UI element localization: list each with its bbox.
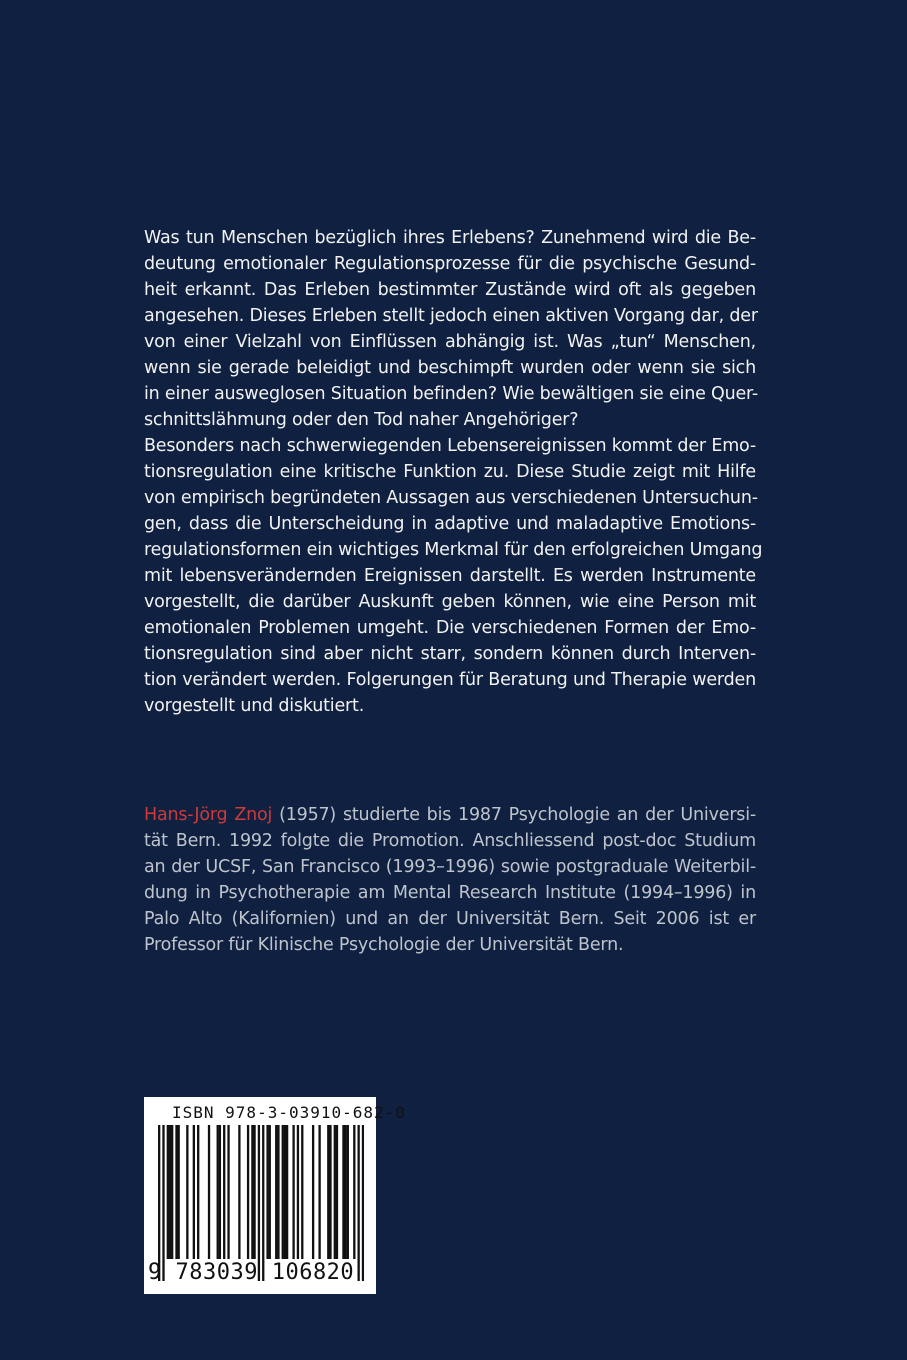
bio-line: Palo Alto (Kalifornien) und an der Universität Bern. Seit 2006 ist er bbox=[144, 909, 756, 929]
author-name: Hans-Jörg Znoj bbox=[144, 805, 273, 825]
barcode-bar bbox=[253, 1125, 255, 1259]
blurb-line: tionsregulation sind aber nicht starr, sondern können durch Interven- bbox=[144, 644, 756, 664]
barcode-bar bbox=[334, 1125, 336, 1259]
blurb-line: mit lebensverändernden Ereignissen darstellt. Es werden Instrumente bbox=[144, 566, 756, 586]
author-bio bbox=[144, 802, 756, 958]
barcode-bar bbox=[327, 1125, 329, 1259]
barcode-bar bbox=[186, 1125, 188, 1259]
blurb-line: schnittslähmung oder den Tod naher Angehöriger? bbox=[144, 410, 579, 430]
barcode-digits: 9 783039 106820 bbox=[148, 1260, 355, 1285]
blurb-line: deutung emotionaler Regulationsprozesse für die psychische Gesund- bbox=[144, 254, 756, 274]
barcode-bar bbox=[312, 1125, 314, 1259]
barcode-bar bbox=[219, 1125, 221, 1259]
bio-line: dung in Psychotherapie am Mental Research Institute (1994–1996) in bbox=[144, 883, 756, 903]
barcode-guard-bar bbox=[258, 1125, 260, 1281]
barcode-bar bbox=[169, 1125, 171, 1259]
barcode-bar bbox=[167, 1125, 169, 1259]
barcode-bar bbox=[344, 1125, 346, 1259]
blurb-line: wenn sie gerade beleidigt und beschimpft wurden oder wenn sie sich bbox=[144, 358, 756, 378]
blurb-line: Was tun Menschen bezüglich ihres Erlebens? Zunehmend wird die Be- bbox=[144, 228, 756, 248]
barcode-bar bbox=[171, 1125, 173, 1259]
barcode-bar bbox=[193, 1125, 195, 1259]
barcode-bar bbox=[342, 1125, 344, 1259]
isbn-label: ISBN 978-3-03910-682-0 bbox=[172, 1103, 406, 1122]
barcode-bar bbox=[284, 1125, 286, 1259]
barcode-guard-bar bbox=[357, 1125, 359, 1281]
barcode-bar bbox=[178, 1125, 180, 1259]
blurb-line: von einer Vielzahl von Einflüssen abhängig ist. Was „tun“ Menschen, bbox=[144, 332, 756, 352]
bio-line: tät Bern. 1992 folgte die Promotion. Anschliessend post-doc Studium bbox=[144, 831, 756, 851]
barcode-guard-bar bbox=[262, 1125, 264, 1281]
bio-first-line-text: (1957) studierte bis 1987 Psychologie an der Universi- bbox=[272, 805, 757, 825]
blurb-line: emotionalen Problemen umgeht. Die verschiedenen Formen der Emo- bbox=[144, 618, 756, 638]
blurb-line: regulationsformen ein wichtiges Merkmal für den erfolgreichen Umgang bbox=[144, 540, 763, 560]
bio-line: Professor für Klinische Psychologie der Universität Bern. bbox=[144, 935, 624, 955]
barcode-bar bbox=[318, 1125, 320, 1259]
barcode-bar bbox=[227, 1125, 229, 1259]
barcode-bar bbox=[329, 1125, 331, 1259]
blurb-line: heit erkannt. Das Erleben bestimmter Zustände wird oft als gegeben bbox=[144, 280, 756, 300]
barcode-guard-bar bbox=[162, 1125, 164, 1281]
barcode-bar bbox=[269, 1125, 271, 1259]
barcode-bar bbox=[301, 1125, 303, 1259]
blurb-text bbox=[144, 225, 763, 719]
bio-line bbox=[144, 802, 756, 828]
blurb-line: vorgestellt und diskutiert. bbox=[144, 696, 365, 716]
barcode-bar bbox=[275, 1125, 277, 1259]
blurb-line: tionsregulation eine kritische Funktion zu. Diese Studie zeigt mit Hilfe bbox=[144, 462, 756, 482]
barcode-bar bbox=[247, 1125, 249, 1259]
barcode-bar bbox=[353, 1125, 355, 1259]
barcode-bar bbox=[208, 1125, 210, 1259]
barcode-bar bbox=[223, 1125, 225, 1259]
barcode-bar bbox=[347, 1125, 349, 1259]
barcode-bar bbox=[197, 1125, 199, 1259]
barcode-bar bbox=[297, 1125, 299, 1259]
barcode-guard-bar bbox=[362, 1125, 364, 1281]
blurb-line: in einer ausweglosen Situation befinden? Wie bewältigen sie eine Quer- bbox=[144, 384, 759, 404]
blurb-line: vorgestellt, die darüber Auskunft geben können, wie eine Person mit bbox=[144, 592, 756, 612]
barcode-guard-bar bbox=[158, 1125, 160, 1281]
barcode-bar bbox=[277, 1125, 279, 1259]
blurb-line: tion verändert werden. Folgerungen für Beratung und Therapie werden bbox=[144, 670, 756, 690]
barcode-bar bbox=[282, 1125, 284, 1259]
barcode-bar bbox=[251, 1125, 253, 1259]
barcode-bar bbox=[286, 1125, 288, 1259]
blurb-line: angesehen. Dieses Erleben stellt jedoch einen aktiven Vorgang dar, der bbox=[144, 306, 758, 326]
barcode-bar bbox=[266, 1125, 268, 1259]
bio-line: an der UCSF, San Francisco (1993–1996) sowie postgraduale Weiterbil- bbox=[144, 857, 756, 877]
barcode-bar bbox=[175, 1125, 177, 1259]
barcode-bar bbox=[336, 1125, 338, 1259]
barcode-bar bbox=[217, 1125, 219, 1259]
isbn-barcode-box bbox=[144, 1097, 406, 1294]
blurb-line: Besonders nach schwerwiegenden Lebensereignissen kommt der Emo- bbox=[144, 436, 756, 456]
blurb-line: gen, dass die Unterscheidung in adaptive und maladaptive Emotions- bbox=[144, 514, 756, 534]
barcode-icon bbox=[158, 1125, 364, 1281]
barcode-bar bbox=[238, 1125, 240, 1259]
blurb-line: von empirisch begründeten Aussagen aus verschiedenen Untersuchun- bbox=[144, 488, 758, 508]
barcode-bar bbox=[292, 1125, 294, 1259]
